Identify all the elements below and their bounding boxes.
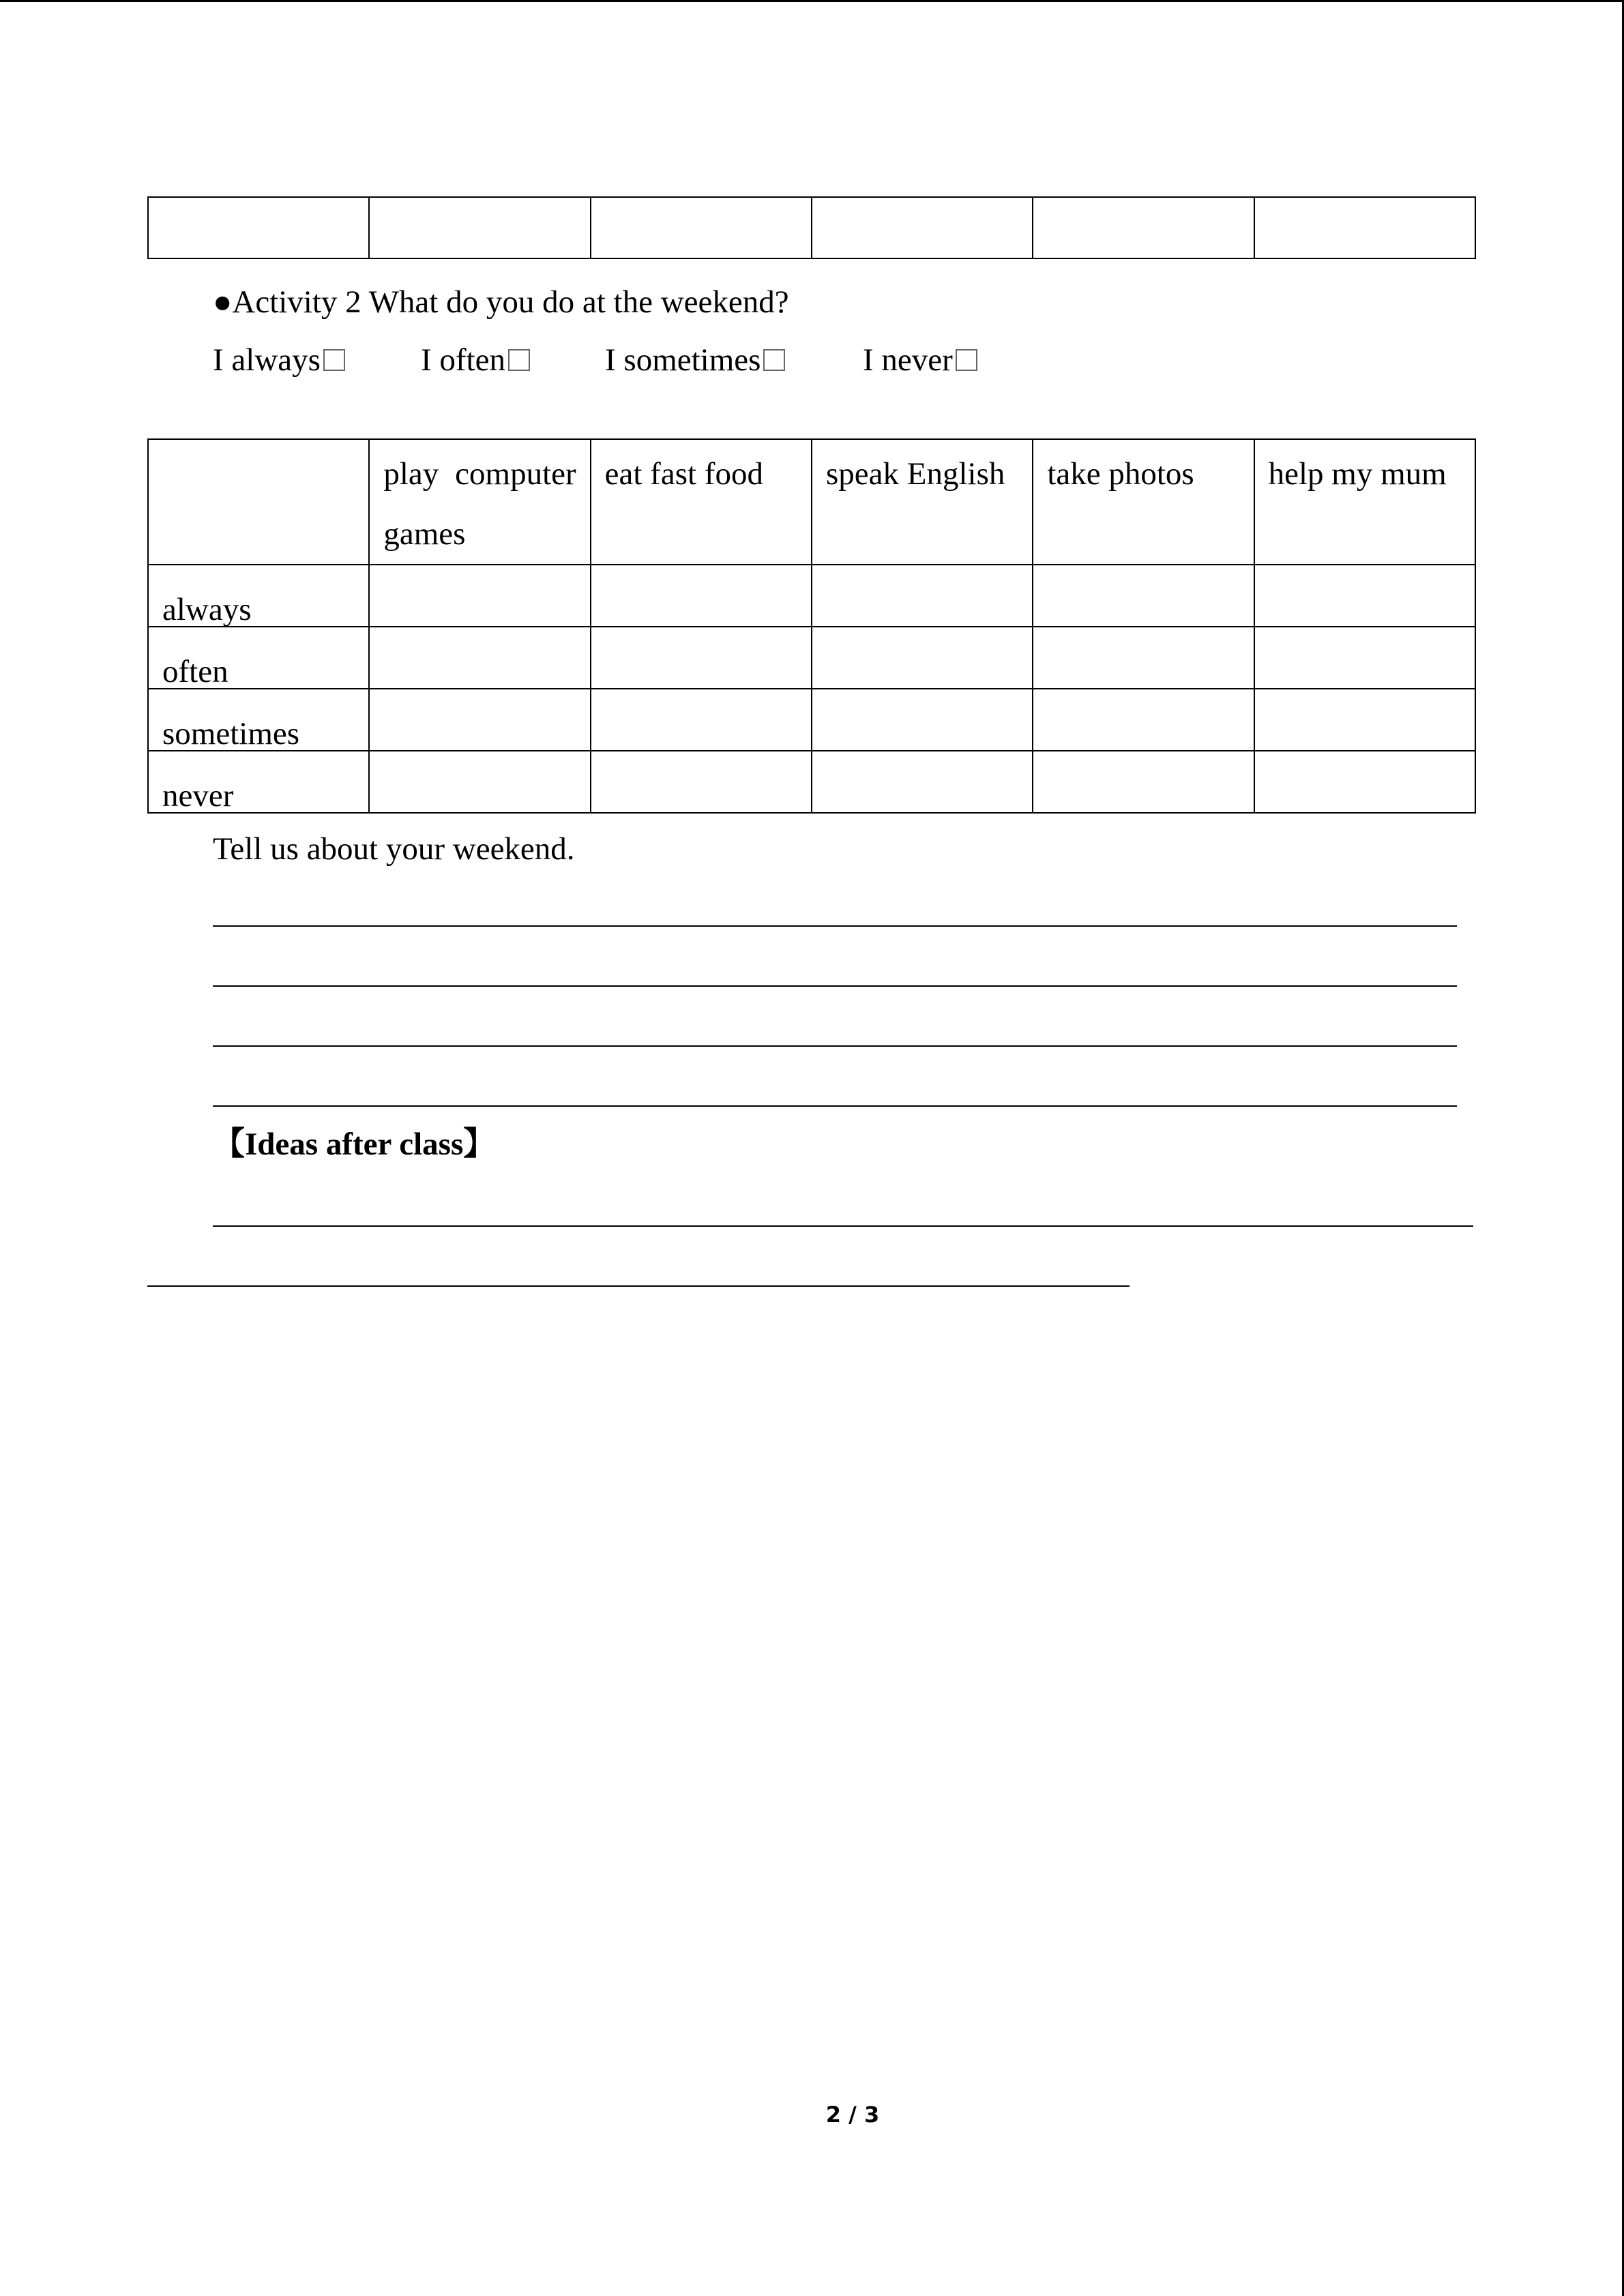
choice-label: I sometimes [605,342,761,378]
table-cell[interactable] [1033,197,1254,258]
column-header: play computer games [369,439,590,565]
row-header: sometimes [148,689,369,751]
table-cell[interactable] [1254,627,1475,689]
table-cell[interactable] [1033,689,1254,751]
choice-often [421,344,530,376]
table-cell[interactable] [591,689,812,751]
table-cell[interactable] [1033,751,1254,813]
table-row [148,751,1475,813]
ideas-heading: 【Ideas after class】 [213,1127,496,1162]
checkbox[interactable] [956,349,977,371]
table-cell[interactable] [1254,565,1475,627]
table-cell[interactable] [1254,689,1475,751]
table-cell[interactable] [591,751,812,813]
table-cell[interactable] [812,197,1033,258]
table-cell[interactable] [1254,751,1475,813]
table-cell[interactable] [369,627,590,689]
ideas-writing-line[interactable] [213,1225,1473,1227]
column-header: take photos [1033,439,1254,565]
table-row [148,197,1475,258]
corner-cell [148,439,369,565]
choice-never [863,344,977,376]
table-row [148,627,1475,689]
table-cell[interactable] [148,197,369,258]
top-border [0,0,1624,2]
writing-line[interactable] [213,1105,1457,1107]
table-cell[interactable] [591,565,812,627]
table-cell[interactable] [812,565,1033,627]
table-row [148,689,1475,751]
activity-heading: ●Activity 2 What do you do at the weekend? [213,284,789,320]
row-header: always [148,565,369,627]
page-number: 2 / 3 [825,2102,880,2128]
choice-label: I often [421,342,505,378]
table-cell[interactable] [812,751,1033,813]
table-cell[interactable] [369,565,590,627]
table-cell[interactable] [369,197,590,258]
table-cell[interactable] [1033,627,1254,689]
table-cell[interactable] [812,627,1033,689]
choice-sometimes [605,344,785,376]
blank-table [147,196,1476,259]
writing-line[interactable] [213,985,1457,987]
column-header: help my mum [1254,439,1475,565]
choice-label: I never [863,342,953,378]
column-header: eat fast food [591,439,812,565]
checkbox[interactable] [508,349,530,371]
table-cell[interactable] [369,689,590,751]
checkbox[interactable] [323,349,345,371]
table-cell[interactable] [1254,197,1475,258]
table-row [148,565,1475,627]
row-header: often [148,627,369,689]
table-header-row [148,439,1475,565]
row-header: never [148,751,369,813]
choice-label: I always [213,342,321,378]
choice-always [213,344,345,376]
table-cell[interactable] [1033,565,1254,627]
ideas-writing-line[interactable] [147,1285,1130,1287]
table-cell[interactable] [369,751,590,813]
writing-line[interactable] [213,925,1457,927]
checkbox[interactable] [763,349,785,371]
column-header: speak English [812,439,1033,565]
table-cell[interactable] [591,197,812,258]
weekend-prompt: Tell us about your weekend. [213,831,575,867]
writing-line[interactable] [213,1045,1457,1047]
table-cell[interactable] [591,627,812,689]
frequency-table [147,438,1476,814]
table-cell[interactable] [812,689,1033,751]
